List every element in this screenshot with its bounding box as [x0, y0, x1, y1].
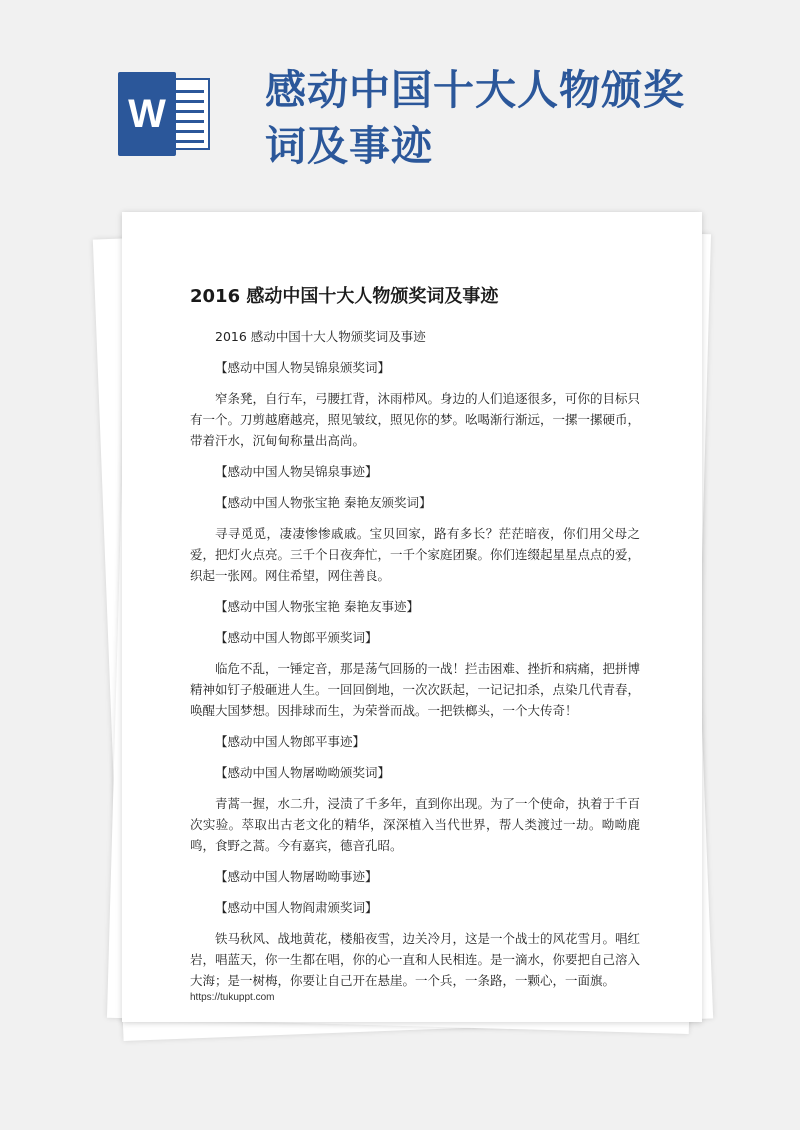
document-body: [190, 326, 640, 1001]
doc-section-heading: 【感动中国人物屠呦呦颁奖词】: [215, 765, 391, 780]
doc-section-heading: 【感动中国人物郎平颁奖词】: [215, 630, 378, 645]
doc-section-heading: 【感动中国人物张宝艳 秦艳友颁奖词】: [215, 495, 432, 510]
document-title: 2016 感动中国十大人物颁奖词及事迹: [190, 286, 499, 307]
doc-paragraph: 铁马秋风、战地黄花，楼船夜雪，边关冷月，这是一个战士的风花雪月。唱红岩，唱蓝天，你一生都在唱，你的心一直和人民相连。是一滴水，你要把自己溶入大海；是一树梅，你要让自己开在悬崖。一个兵，一条路，一颗心，一面旗。: [190, 931, 641, 988]
page-title-line-1: 感动中国十大人物颁奖: [265, 66, 685, 114]
doc-paragraph: 临危不乱，一锤定音，那是荡气回肠的一战！拦击困难、挫折和病痛，把拼博精神如钉子般砸进人生。一回回倒地，一次次跃起，一记记扣杀，点染几代青春，唤醒大国梦想。因排球而生，为荣誉而战。一把铁榔头，一个大传奇！: [190, 661, 641, 718]
doc-paragraph: 寻寻觅觅，凄凄惨惨戚戚。宝贝回家，路有多长？茫茫暗夜，你们用父母之爱，把灯火点亮。三千个日夜奔忙，一千个家庭团聚。你们连缀起星星点点的爱，织起一张网。网住希望，网住善良。: [190, 526, 641, 583]
doc-section-heading: 【感动中国人物张宝艳 秦艳友事迹】: [215, 599, 419, 614]
footer-url: https://tukuppt.com: [190, 992, 275, 1003]
page-header: [0, 0, 800, 210]
doc-section-heading: 【感动中国人物郎平事迹】: [215, 734, 366, 749]
doc-paragraph: 2016 感动中国十大人物颁奖词及事迹: [215, 329, 426, 344]
doc-section-heading: 【感动中国人物屠呦呦事迹】: [215, 869, 378, 884]
word-letter-badge: W: [118, 72, 176, 156]
doc-paragraph: 窄条凳，自行车，弓腰扛背，沐雨栉风。身边的人们追逐很多，可你的目标只有一个。刀剪越磨越亮，照见皱纹，照见你的梦。吆喝渐行渐远，一摞一摞硬币，带着汗水，沉甸甸称量出高尚。: [190, 391, 641, 448]
page-title: [265, 62, 705, 174]
doc-paragraph: 青蒿一握，水二升，浸渍了千多年，直到你出现。为了一个使命，执着于千百次实验。萃取出古老文化的精华，深深植入当代世界，帮人类渡过一劫。呦呦鹿鸣，食野之蒿。今有嘉宾，德音孔昭。: [190, 796, 641, 853]
doc-section-heading: 【感动中国人物吴锦泉颁奖词】: [215, 360, 391, 375]
doc-section-heading: 【感动中国人物阎肃颁奖词】: [215, 900, 378, 915]
doc-section-heading: 【感动中国人物吴锦泉事迹】: [215, 464, 378, 479]
page-title-line-2: 词及事迹: [265, 122, 433, 170]
document-page: [122, 212, 702, 1022]
word-document-icon: [118, 72, 214, 156]
